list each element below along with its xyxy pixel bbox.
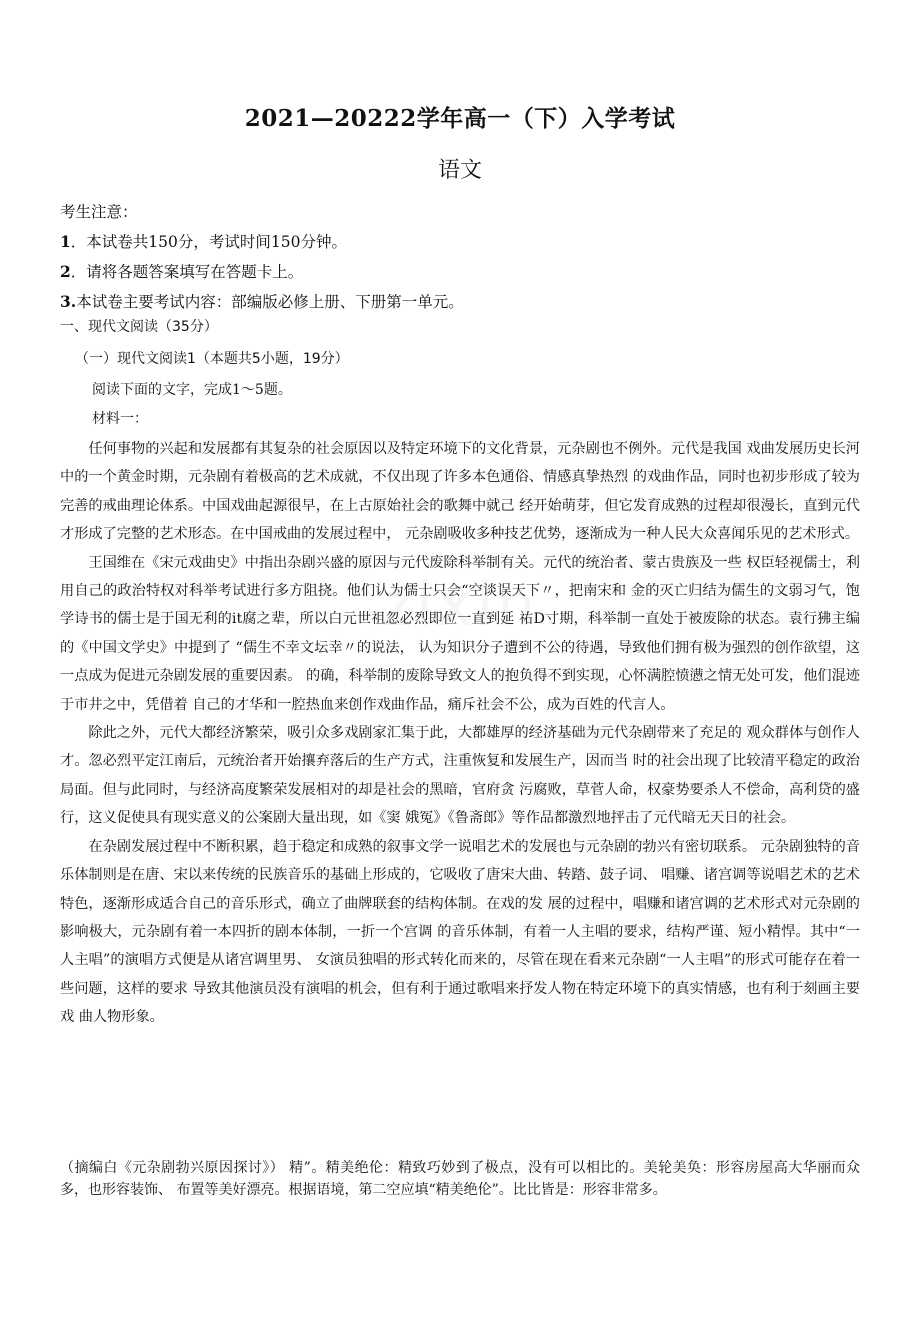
notice-item — [60, 257, 860, 287]
passage-paragraph: 在杂剧发展过程中不断积累，趋于稳定和成熟的叙事文学一说唱艺术的发展也与元杂剧的勃兴有密切联系。 元杂剧独特的音乐体制则是在唐、宋以来传统的民族音乐的基础上形成的，它吸收了唐宋大曲、转踏、鼓子词、 唱赚、诸宫调等说唱艺术的艺术特色，逐渐形成适合自己的音乐形式，确立了曲牌联套的结构体制。在戏的发 展的过程中，唱赚和诸宫调的艺术形式对元杂剧的影响极大，元杂剧有着一本四折的剧本体制，一折一个宫调 的音乐体制，有着一人主唱的要求，结构严谨、短小精悍。其中“一人主唱”的演唱方式便是从诸宫调里男、 女演员独唱的形式转化而来的，尽管在现在看来元杂剧“一人主唱”的形式可能存在着一些问题，这样的要求 导致其他演员没有演唱的机会，但有利于通过歌唱来抒发人物在特定环境下的真实情感，也有利于刻画主要戏 曲人物形象。 — [60, 838, 860, 1026]
notice-heading: 考生注意： — [60, 203, 138, 221]
passage-paragraph: 除此之外，元代大都经济繁荣，吸引众多戏剧家汇集于此，大都雄厚的经济基础为元代杂剧带来了充足的 观众群体与创作人才。忽必烈平定江南后，元统治者开始攘弃落后的生产方式，注重恢复和发展生产，因而当 时的社会出现了比较清平稳定的政治局面。但与此同时，与经济高度繁荣发展相对的却是社会的黑暗，官府贪 污腐败，草菅人命，权豪势要杀人不偿命，高利贷的盛行，这义促使具有现实意义的公案剧大量出现，如《窦 娥冤》《鲁斋郎》等作品都激烈地抨击了元代暗无天日的社会。 — [60, 725, 860, 827]
source-note: （摘编白《元杂剧勃兴原因探讨》） 精”。精美绝伦：精致巧妙到了极点，没有可以相比的。美轮美奂：形容房屋高大华丽而众多，也形容装饰、 布置等美好漂亮。根据语境，第二空应填“精美绝伦”。比比皆是：形容非常多。 — [60, 1160, 860, 1198]
notice-item-number: 1 — [60, 232, 71, 251]
reading-instruction: 阅读下面的文字，完成1〜5题。 — [92, 382, 292, 398]
notice-item-number: 2 — [60, 262, 71, 281]
reading-passage — [60, 435, 860, 1032]
notice-item-text: ．本试卷共150分，考试时间150分钟。 — [70, 233, 347, 251]
notice-item-text: 本试卷主要考试内容：部编版必修上册、下册第一单元。 — [76, 293, 464, 311]
notice-item — [60, 227, 860, 257]
notice-item — [60, 287, 860, 317]
passage-paragraph: 王国维在《宋元戏曲史》中指出杂剧兴盛的原因与元代废除科举制有关。元代的统治者、蒙古贵族及一些 权臣轻视儒士，利用自己的政治特权对科举考试进行多方阻挠。他们认为儒士只会“空谈误天下〃，把南宋和 金的灭亡归结为儒生的文弱习气，饱学诗书的儒士是于国无利的it腐之辈，所以白元世祖忽必烈即位一直到延 祐D寸期，科举制一直处于被废除的状态。袁行狒主编的《中国文学史》中提到了 “儒生不幸文坛幸〃的说法， 认为知识分子遭到不公的待遇，导致他们拥有极为强烈的创作欲望，这一点成为促进元杂剧发展的重要因素。 的确，科举制的废除导致文人的抱负得不到实现，心怀满腔愤懑之情无处可发，他们混迹于市井之中，凭借着 自己的才华和一腔热血来创作戏曲作品，痛斥社会不公，成为百姓的代言人。 — [60, 554, 860, 713]
exam-title: 2021—20222学年高一（下）入学考试 — [244, 105, 676, 132]
subsection-heading: （一）现代文阅读1（本题共5小题，19分） — [75, 351, 349, 367]
notice-item-text: ．请将各题答案填写在答题卡上。 — [70, 263, 304, 281]
notice-block — [60, 197, 860, 317]
notice-item-number: 3. — [60, 292, 77, 311]
passage-paragraph: 任何事物的兴起和发展都有其复杂的社会原因以及特定环境下的文化背景，元杂剧也不例外。元代是我国 戏曲发展历史长河中的一个黄金时期，元杂剧有着极高的艺术成就，不仅出现了许多本色通俗、情感真挚热烈 的戏曲作品，同时也初步形成了较为完善的戒曲理论体系。中国戏曲起源很早，在上古原始社会的歌舞中就己 经开始萌芽，但它发育成熟的过程却很漫长，直到元代才形成了完整的艺术形态。在中国戒曲的发展过程中， 元杂剧吸收多种技艺优势，逐渐成为一种人民大众喜闻乐见的艺术形式。 — [60, 441, 860, 543]
subject-title: 语文 — [437, 158, 482, 183]
section-heading: 一、现代文阅读（35分） — [60, 319, 218, 335]
material-label: 材料一： — [92, 411, 148, 427]
